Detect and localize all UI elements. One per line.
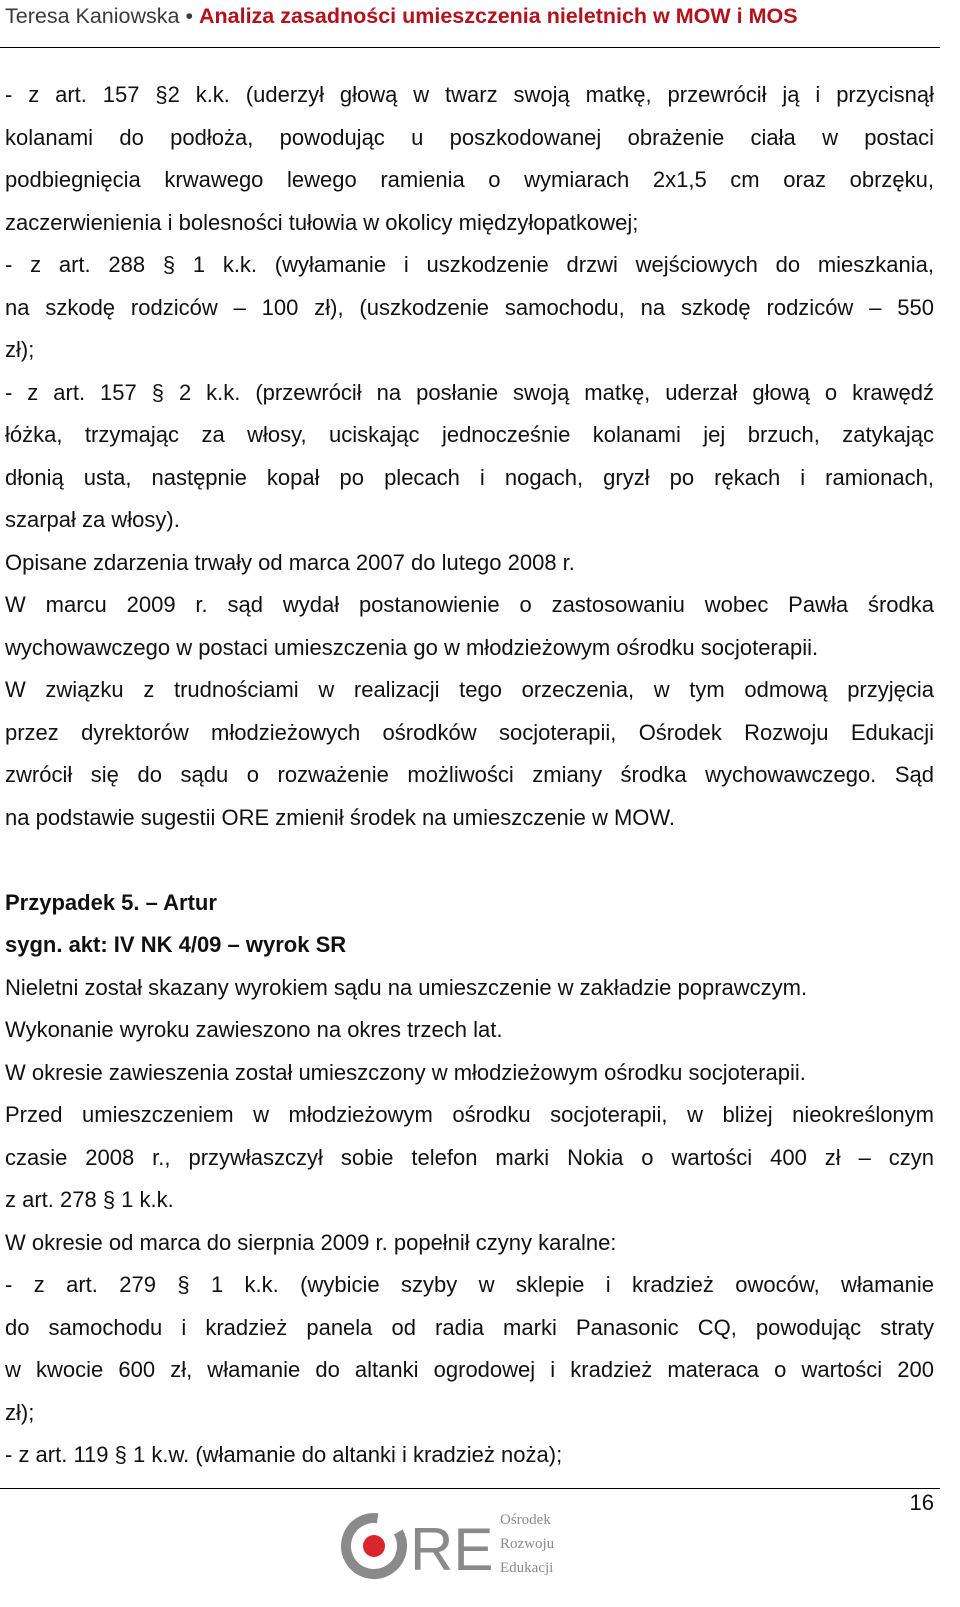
- body-line: - z art. 119 § 1 k.w. (włamanie do altanki i kradzież noża);: [5, 1442, 563, 1467]
- body-line: do samochodu i kradzież panela od radia marki Panasonic CQ, powodując straty: [5, 1314, 934, 1340]
- blank-line: [5, 839, 934, 882]
- section-heading-line: Przypadek 5. – Artur: [5, 889, 217, 915]
- ore-logo-line1: Ośrodek: [500, 1512, 551, 1528]
- body-line: przez dyrektorów młodzieżowych ośrodków socjoterapii, Ośrodek Rozwoju Edukacji: [5, 719, 934, 745]
- body-line: kolanami do podłoża, powodując u poszkodowanej obrażenie ciała w postaci: [5, 124, 934, 150]
- section-heading-line: sygn. akt: IV NK 4/09 – wyrok SR: [5, 932, 347, 957]
- ore-logo-graphic: [340, 1502, 570, 1602]
- ore-logo-letters: RE: [410, 1516, 494, 1583]
- body-line: Nieletni został skazany wyrokiem sądu na umieszczenie w zakładzie poprawczym.: [5, 974, 808, 1000]
- body-line: - z art. 279 § 1 k.k. (wybicie szyby w sklepie i kradzież owoców, włamanie: [5, 1272, 934, 1297]
- body-line: w kwocie 600 zł, włamanie do altanki ogrodowej i kradzież materaca o wartości 200: [5, 1357, 934, 1382]
- body-line: - z art. 288 § 1 k.k. (wyłamanie i uszkodzenie drzwi wejściowych do mieszkania,: [5, 252, 934, 277]
- body-line: - z art. 157 § 2 k.k. (przewrócił na posłanie swoją matkę, uderzał głową o krawędź: [5, 379, 934, 405]
- body-line: wychowawczego w postaci umieszczenia go w młodzieżowym ośrodku socjoterapii.: [5, 634, 819, 660]
- header-author: Teresa Kaniowska: [5, 4, 180, 28]
- header-title: Analiza zasadności umieszczenia nieletnich w MOW i MOS: [198, 4, 798, 28]
- body-line: zwrócił się do sądu o rozważenie możliwości zmiany środka wychowawczego. Sąd: [5, 762, 934, 787]
- page-number: 16: [909, 1490, 934, 1515]
- ore-logo-line2: Rozwoju: [500, 1536, 555, 1552]
- header-separator: •: [185, 4, 193, 28]
- body-line: czasie 2008 r., przywłaszczył sobie telefon marki Nokia o wartości 400 zł – czyn: [5, 1144, 934, 1170]
- body-line: W okresie zawieszenia został umieszczony w młodzieżowym ośrodku socjoterapii.: [5, 1059, 806, 1085]
- body-line: W marcu 2009 r. sąd wydał postanowienie o zastosowaniu wobec Pawła środka: [5, 592, 934, 617]
- body-line: łóżka, trzymając za włosy, uciskając jednocześnie kolanami jej brzuch, zatykając: [5, 422, 934, 447]
- body-line: dłonią usta, następnie kopał po plecach i nogach, gryzł po rękach i ramionach,: [5, 464, 934, 490]
- body-line: na podstawie sugestii ORE zmienił środek na umieszczenie w MOW.: [5, 804, 676, 830]
- body-line: zł);: [5, 1399, 35, 1425]
- document-body: [5, 74, 934, 1477]
- body-line: Opisane zdarzenia trwały od marca 2007 do lutego 2008 r.: [5, 549, 575, 575]
- body-line: szarpał za włosy).: [5, 507, 180, 532]
- ore-logo-mark: [340, 1508, 412, 1584]
- body-line: W związku z trudnościami w realizacji tego orzeczenia, w tym odmową przyjęcia: [5, 677, 934, 702]
- body-line: zaczerwienienia i bolesności tułowia w okolicy międzyłopatkowej;: [5, 209, 639, 235]
- ore-logo-line3: Edukacji: [500, 1560, 554, 1576]
- body-line: podbiegnięcia krwawego lewego ramienia o wymiarach 2x1,5 cm oraz obrzęku,: [5, 167, 934, 192]
- body-line: zł);: [5, 337, 35, 362]
- footer-rule: [0, 1488, 940, 1489]
- ore-logo: [340, 1502, 570, 1602]
- running-header: [5, 4, 937, 40]
- body-line: na szkodę rodziców – 100 zł), (uszkodzenie samochodu, na szkodę rodziców – 550: [5, 294, 934, 320]
- body-line: Wykonanie wyroku zawieszono na okres trzech lat.: [5, 1017, 503, 1042]
- body-line: Przed umieszczeniem w młodzieżowym ośrodku socjoterapii, w bliżej nieokreślonym: [5, 1102, 934, 1127]
- header-rule: [0, 47, 940, 48]
- body-line: W okresie od marca do sierpnia 2009 r. popełnił czyny karalne:: [5, 1229, 617, 1255]
- body-line: - z art. 157 §2 k.k. (uderzył głową w twarz swoją matkę, przewrócił ją i przycisnął: [5, 82, 934, 107]
- body-line: z art. 278 § 1 k.k.: [5, 1187, 174, 1212]
